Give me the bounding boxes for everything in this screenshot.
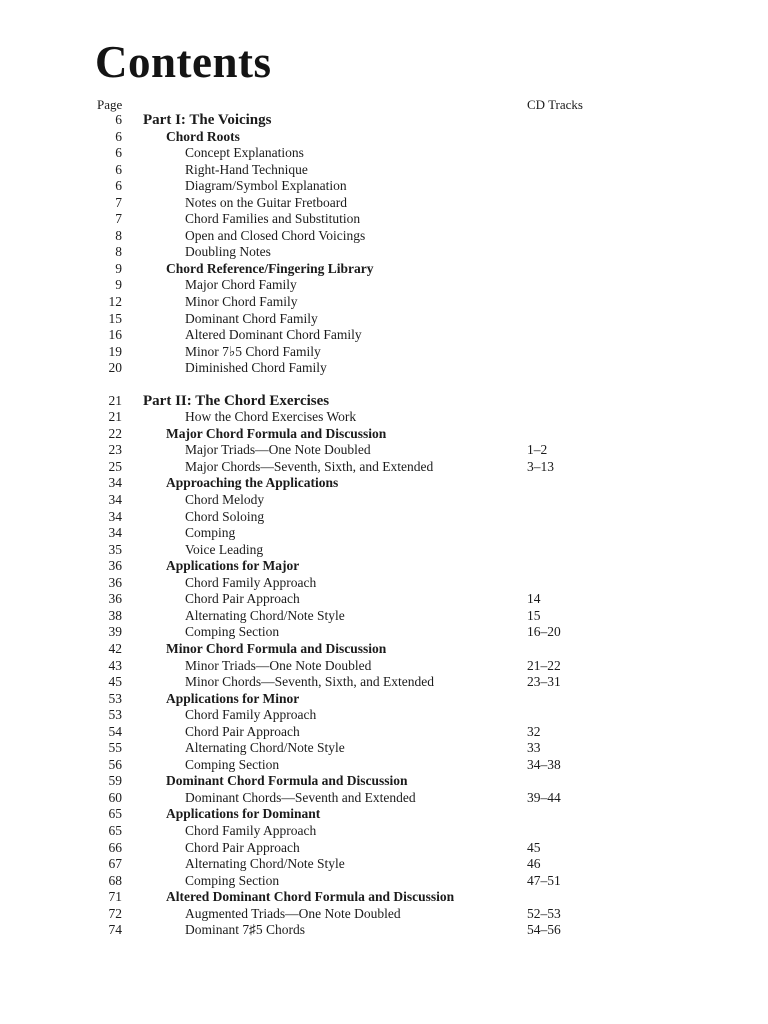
toc-row <box>0 393 768 410</box>
toc-row <box>0 509 768 526</box>
toc-row <box>0 691 768 708</box>
toc-entry-label: Doubling Notes <box>185 244 271 260</box>
toc-row <box>0 195 768 212</box>
toc-page-number: 42 <box>108 640 122 656</box>
toc-entry-label: Major Chord Family <box>185 277 297 293</box>
toc-page-number: 38 <box>108 607 122 623</box>
toc-page-number: 21 <box>108 409 122 425</box>
toc-cd-tracks: 16–20 <box>527 624 561 640</box>
toc-entry-label: Comping Section <box>185 624 280 640</box>
toc-row <box>0 542 768 559</box>
toc-row <box>0 856 768 873</box>
toc-page-number: 34 <box>108 508 122 524</box>
toc-row <box>0 344 768 361</box>
toc-row <box>0 707 768 724</box>
toc-cd-tracks: 45 <box>527 839 541 855</box>
page-column-header: Page <box>97 97 123 112</box>
toc-entry-label: Augmented Triads—One Note Doubled <box>185 905 401 921</box>
toc-entry-label: Major Triads—One Note Doubled <box>185 442 371 458</box>
toc-page-number: 72 <box>108 905 122 921</box>
toc-page-number: 25 <box>108 458 122 474</box>
toc-row <box>0 311 768 328</box>
toc-entry-label: Chord Families and Substitution <box>185 211 361 227</box>
toc-row <box>0 244 768 261</box>
toc-row <box>0 674 768 691</box>
toc-page-number: 22 <box>108 425 122 441</box>
toc-entry-label: Chord Melody <box>185 492 265 508</box>
toc-page-number: 20 <box>108 360 122 376</box>
toc-row <box>0 558 768 575</box>
toc-row <box>0 608 768 625</box>
toc-page-number: 36 <box>108 591 122 607</box>
toc-page-number: 7 <box>115 194 122 210</box>
toc-entry-label: Altered Dominant Chord Family <box>185 327 362 343</box>
toc-page-number: 34 <box>108 492 122 508</box>
toc-row <box>0 327 768 344</box>
toc-row <box>0 658 768 675</box>
toc-page-number: 35 <box>108 541 122 557</box>
toc-row <box>0 459 768 476</box>
toc-row <box>0 228 768 245</box>
toc-row <box>0 641 768 658</box>
table-of-contents <box>0 112 768 939</box>
toc-entry-label: Chord Family Approach <box>185 707 317 723</box>
toc-row <box>0 409 768 426</box>
toc-entry-label: Notes on the Guitar Fretboard <box>185 194 347 210</box>
toc-row <box>0 823 768 840</box>
toc-entry-label: Approaching the Applications <box>166 475 339 491</box>
toc-cd-tracks: 34–38 <box>527 756 561 772</box>
toc-entry-label: Minor 7♭5 Chord Family <box>185 343 321 359</box>
toc-entry-label: Chord Roots <box>166 128 240 144</box>
column-headers <box>0 97 768 113</box>
toc-entry-label: Dominant Chord Formula and Discussion <box>166 773 408 789</box>
toc-cd-tracks: 15 <box>527 607 541 623</box>
toc-entry-label: Voice Leading <box>185 541 264 557</box>
toc-entry-label: Applications for Minor <box>166 690 300 706</box>
toc-cd-tracks: 3–13 <box>527 458 554 474</box>
toc-page-number: 6 <box>115 112 122 127</box>
toc-entry-label: Chord Family Approach <box>185 574 317 590</box>
toc-cd-tracks: 21–22 <box>527 657 561 673</box>
toc-row <box>0 162 768 179</box>
toc-row <box>0 873 768 890</box>
toc-row <box>0 360 768 377</box>
toc-page-number: 53 <box>108 690 122 706</box>
toc-page-number: 74 <box>108 922 122 938</box>
toc-page-number: 9 <box>115 260 122 276</box>
toc-page-number: 34 <box>108 475 122 491</box>
toc-row <box>0 724 768 741</box>
toc-entry-label: Alternating Chord/Note Style <box>185 607 345 623</box>
toc-entry-label: Minor Triads—One Note Doubled <box>185 657 372 673</box>
toc-row <box>0 261 768 278</box>
toc-row <box>0 277 768 294</box>
toc-entry-label: Part II: The Chord Exercises <box>143 392 330 409</box>
toc-entry-label: Comping <box>185 525 236 541</box>
toc-page-number: 56 <box>108 756 122 772</box>
toc-entry-label: Applications for Dominant <box>166 806 321 822</box>
toc-page-number: 67 <box>108 856 122 872</box>
toc-entry-label: Chord Pair Approach <box>185 591 300 607</box>
toc-entry-label: Alternating Chord/Note Style <box>185 856 345 872</box>
toc-entry-label: Major Chord Formula and Discussion <box>166 425 387 441</box>
toc-page-number: 43 <box>108 657 122 673</box>
toc-page-number: 9 <box>115 277 122 293</box>
toc-page-number: 66 <box>108 839 122 855</box>
toc-row <box>0 790 768 807</box>
toc-cd-tracks: 52–53 <box>527 905 561 921</box>
toc-entry-label: Applications for Major <box>166 558 300 574</box>
toc-row <box>0 922 768 939</box>
toc-entry-label: Alternating Chord/Note Style <box>185 740 345 756</box>
toc-page-number: 55 <box>108 740 122 756</box>
toc-row <box>0 475 768 492</box>
toc-row <box>0 442 768 459</box>
toc-page-number: 34 <box>108 525 122 541</box>
toc-entry-label: Part I: The Voicings <box>143 112 272 128</box>
toc-entry-label: Chord Pair Approach <box>185 839 300 855</box>
toc-cd-tracks: 33 <box>527 740 541 756</box>
toc-row <box>0 906 768 923</box>
toc-row <box>0 757 768 774</box>
toc-cd-tracks: 32 <box>527 723 541 739</box>
toc-entry-label: Right-Hand Technique <box>185 161 308 177</box>
toc-entry-label: Chord Family Approach <box>185 822 317 838</box>
toc-entry-label: Open and Closed Chord Voicings <box>185 227 366 243</box>
toc-row <box>0 806 768 823</box>
toc-page-number: 6 <box>115 145 122 161</box>
toc-page-number: 7 <box>115 211 122 227</box>
toc-cd-tracks: 14 <box>527 591 541 607</box>
toc-page-number: 21 <box>108 392 122 408</box>
toc-entry-label: Dominant Chords—Seventh and Extended <box>185 789 416 805</box>
toc-entry-label: Chord Soloing <box>185 508 265 524</box>
toc-page-number: 65 <box>108 806 122 822</box>
toc-row <box>0 112 768 129</box>
toc-page-number: 45 <box>108 674 122 690</box>
toc-entry-label: Major Chords—Seventh, Sixth, and Extended <box>185 458 434 474</box>
toc-page-number: 16 <box>108 327 122 343</box>
toc-page-number: 12 <box>108 294 122 310</box>
toc-page-number: 71 <box>108 889 122 905</box>
toc-row <box>0 889 768 906</box>
toc-entry-label: Minor Chords—Seventh, Sixth, and Extended <box>185 674 434 690</box>
toc-row <box>0 492 768 509</box>
toc-row <box>0 624 768 641</box>
page-title: Contents <box>95 37 272 87</box>
toc-row <box>0 178 768 195</box>
toc-entry-label: How the Chord Exercises Work <box>185 409 357 425</box>
toc-row <box>0 426 768 443</box>
toc-entry-label: Comping Section <box>185 756 280 772</box>
toc-row <box>0 591 768 608</box>
toc-page-number: 60 <box>108 789 122 805</box>
toc-page-number: 36 <box>108 558 122 574</box>
toc-entry-label: Altered Dominant Chord Formula and Discussion <box>166 889 455 905</box>
toc-entry-label: Dominant Chord Family <box>185 310 318 326</box>
toc-entry-label: Diagram/Symbol Explanation <box>185 178 347 194</box>
toc-page-number: 6 <box>115 161 122 177</box>
toc-row <box>0 129 768 146</box>
toc-entry-label: Chord Pair Approach <box>185 723 300 739</box>
toc-page-number: 65 <box>108 822 122 838</box>
toc-entry-label: Dominant 7♯5 Chords <box>185 922 305 938</box>
toc-entry-label: Diminished Chord Family <box>185 360 327 376</box>
toc-cd-tracks: 47–51 <box>527 872 561 888</box>
toc-page-number: 68 <box>108 872 122 888</box>
toc-cd-tracks: 23–31 <box>527 674 561 690</box>
toc-entry-label: Minor Chord Family <box>185 294 298 310</box>
toc-page-number: 8 <box>115 227 122 243</box>
toc-row <box>0 773 768 790</box>
toc-page-number: 39 <box>108 624 122 640</box>
cd-tracks-column-header: CD Tracks <box>527 97 583 112</box>
toc-entry-label: Comping Section <box>185 872 280 888</box>
toc-row <box>0 211 768 228</box>
toc-page-number: 54 <box>108 723 122 739</box>
toc-cd-tracks: 54–56 <box>527 922 561 938</box>
toc-page-number: 15 <box>108 310 122 326</box>
toc-entry-label: Chord Reference/Fingering Library <box>166 260 374 276</box>
toc-cd-tracks: 39–44 <box>527 789 561 805</box>
toc-row <box>0 294 768 311</box>
toc-page-number: 19 <box>108 343 122 359</box>
toc-row <box>0 575 768 592</box>
toc-page-number: 6 <box>115 178 122 194</box>
toc-row <box>0 740 768 757</box>
toc-cd-tracks: 46 <box>527 856 541 872</box>
toc-page-number: 36 <box>108 574 122 590</box>
toc-page-number: 8 <box>115 244 122 260</box>
toc-row <box>0 840 768 857</box>
toc-page-number: 53 <box>108 707 122 723</box>
toc-cd-tracks: 1–2 <box>527 442 548 458</box>
toc-page-number: 59 <box>108 773 122 789</box>
toc-page-number: 6 <box>115 128 122 144</box>
toc-page-number: 23 <box>108 442 122 458</box>
toc-row <box>0 525 768 542</box>
toc-row <box>0 145 768 162</box>
toc-entry-label: Minor Chord Formula and Discussion <box>166 640 387 656</box>
toc-entry-label: Concept Explanations <box>185 145 304 161</box>
